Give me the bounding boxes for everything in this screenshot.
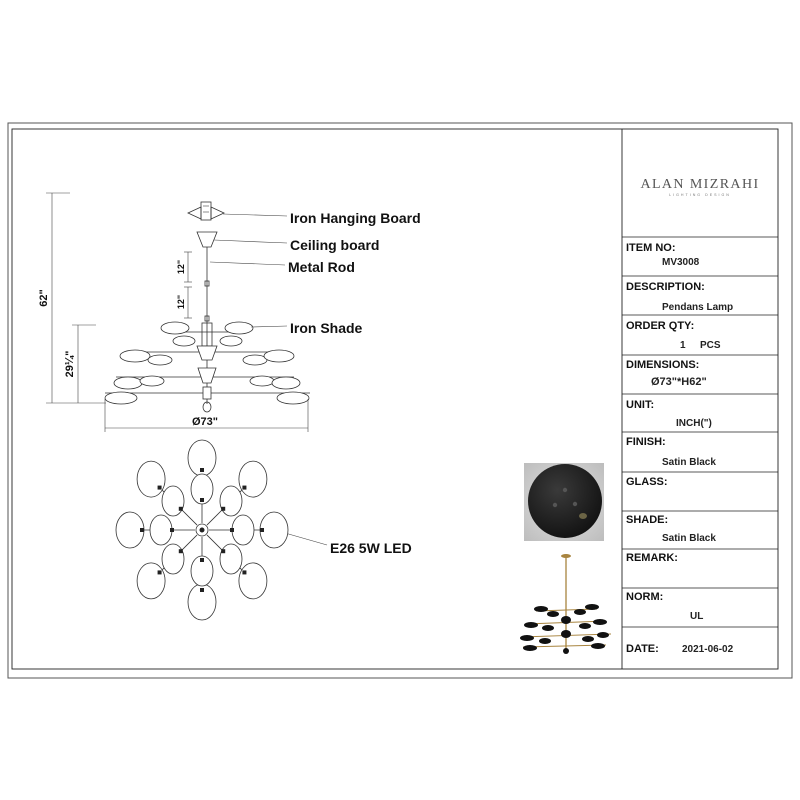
photo-shade [523,645,537,651]
plan-socket [158,570,162,574]
hub-tier-4 [203,387,211,399]
callout-ceiling-board: Ceiling board [290,237,380,253]
plan-shade-outer [137,563,165,599]
field-value-shade: Satin Black [662,533,716,544]
field-value-norm: UL [690,611,704,622]
plan-socket [200,558,204,562]
photo-hub [561,616,571,624]
field-label-item-no: ITEM NO: [626,242,676,254]
plan-shade-outer [260,512,288,548]
plan-socket [200,498,204,502]
photo-shade [574,609,586,615]
plan-socket [242,486,246,490]
plan-shade-inner [162,486,184,516]
shade [105,392,137,404]
hanging-board-left [188,207,201,219]
photo-shade [591,643,605,649]
plan-socket [260,528,264,532]
plan-shade-outer [239,563,267,599]
plan-shade-inner [220,544,242,574]
shade [173,336,195,346]
plan-socket [221,549,225,553]
plan-shade-inner [220,486,242,516]
side-view-drawing [105,202,310,412]
shade [243,355,267,365]
leader-iron-shade [251,326,287,327]
plan-socket [179,549,183,553]
field-value-order-qty: 1 [680,340,686,351]
photo-canopy [561,554,571,558]
photo-shade [547,611,559,617]
hanging-board-right [211,207,224,219]
leader-hanging-board [223,214,287,216]
callout-led: E26 5W LED [330,540,412,556]
field-unit-order-qty: PCS [700,340,721,351]
photo-shade [534,606,548,612]
plan-shade-outer [137,461,165,497]
shade [120,350,150,362]
leader-led [285,533,327,545]
leader-metal-rod [210,262,285,265]
photo-shade [542,625,554,631]
shade [114,377,142,389]
leader-ceiling-board [214,240,287,243]
plan-socket [140,528,144,532]
hub-tier-3 [198,368,216,383]
dim-text-rod-segment-2: 12" [176,294,186,310]
plan-socket [179,507,183,511]
field-value-finish: Satin Black [662,457,716,468]
dim-text-height: 62" [38,289,50,307]
photo-shade [539,638,551,644]
callout-metal-rod: Metal Rod [288,259,355,275]
shade [220,336,242,346]
plan-socket [242,570,246,574]
field-label-finish: FINISH: [626,436,666,448]
canopy-disc [528,464,602,538]
field-value-item-no: MV3008 [662,257,700,268]
title-block [622,129,778,669]
shade [277,392,309,404]
photo-shade [597,632,609,638]
photo-shade [582,636,594,642]
photo-shade [579,623,591,629]
brand-logo-tagline: LIGHTING DESIGN [669,193,731,197]
field-label-dimensions: DIMENSIONS: [626,359,700,371]
plan-socket [170,528,174,532]
shade [148,355,172,365]
callout-hanging-board: Iron Hanging Board [290,210,421,226]
shade [272,377,300,389]
plan-shade-inner [162,544,184,574]
plan-hub-center [200,528,205,533]
field-label-glass: GLASS: [626,476,668,488]
plan-shade-outer [116,512,144,548]
dim-text-rod-segment-1: 12" [176,259,186,275]
shade [250,376,274,386]
field-value-date: 2021-06-02 [682,644,734,655]
photo-shade [593,619,607,625]
plan-socket [200,588,204,592]
plan-socket [158,486,162,490]
photo-shade [520,635,534,641]
shade [140,376,164,386]
hanging-board-center [201,202,211,220]
photo-finial [563,648,569,654]
plan-shade-inner [232,515,254,545]
canopy-hole [573,502,577,506]
canopy-hole [563,488,567,492]
field-label-description: DESCRIPTION: [626,281,705,293]
canopy-photo [524,463,604,541]
photo-shade [585,604,599,610]
dim-text-tier-height: 29¼" [64,350,76,378]
brand-logo-name: ALAN MIZRAHI [640,177,760,192]
hub-tier-2 [197,346,217,360]
photo-shade [524,622,538,628]
dimensions [38,193,308,432]
field-value-description: Pendans Lamp [662,302,734,313]
canopy-hole [553,503,557,507]
shade [225,322,253,334]
ceiling-board [197,232,217,247]
top-view-drawing [116,440,288,620]
dim-text-diameter: Ø73" [191,416,219,428]
field-value-unit: INCH(") [676,418,712,429]
field-label-remark: REMARK: [626,552,678,564]
field-label-shade: SHADE: [626,514,669,526]
photo-hub [561,630,571,638]
plan-socket [221,507,225,511]
plan-socket [200,468,204,472]
shade [161,322,189,334]
field-label-date: DATE: [626,643,659,655]
callout-iron-shade: Iron Shade [290,320,363,336]
field-label-unit: UNIT: [626,399,655,411]
chandelier-photo [519,552,611,658]
field-label-order-qty: ORDER QTY: [626,320,695,332]
canopy-screw [579,513,587,519]
shade [264,350,294,362]
plan-shade-outer [239,461,267,497]
plan-socket [230,528,234,532]
field-value-dimensions: Ø73"*H62" [651,376,707,388]
plan-shade-inner [150,515,172,545]
field-label-norm: NORM: [626,591,664,603]
